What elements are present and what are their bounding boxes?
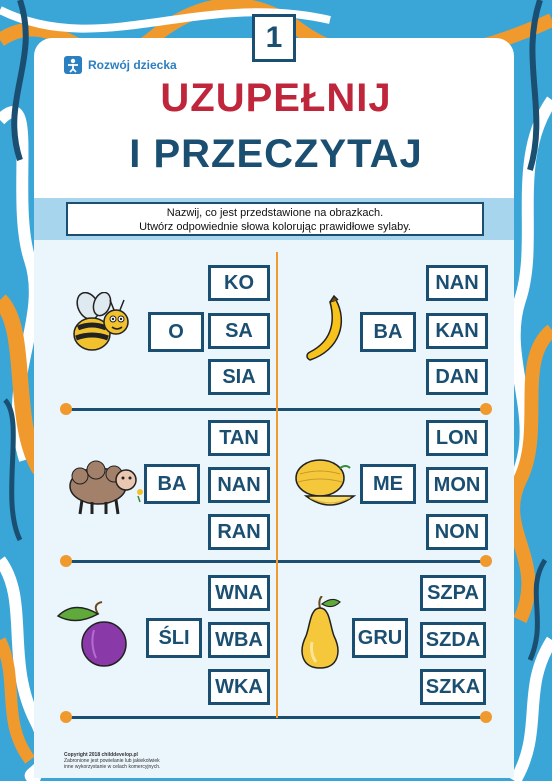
syllable-option[interactable]: SZPA	[420, 575, 486, 611]
start-syllable-box: BA	[360, 312, 416, 352]
syllable-option[interactable]: SZKA	[420, 669, 486, 705]
title-line-2: I PRZECZYTAJ	[129, 132, 423, 176]
divider-dot	[480, 711, 492, 723]
sheep-icon	[62, 452, 146, 518]
brand-logo-icon	[64, 56, 82, 74]
instruction-line-2: Utwórz odpowiednie słowa kolorując prawidłowe sylaby.	[139, 221, 411, 233]
title-line-1: UZUPEŁNIJ	[160, 76, 392, 120]
brand-name: Rozwój dziecka	[88, 58, 177, 72]
syllable-option[interactable]: NAN	[426, 265, 488, 301]
banana-icon	[296, 294, 352, 366]
start-syllable-box: O	[148, 312, 204, 352]
syllable-option[interactable]: WKA	[208, 669, 270, 705]
syllable-option[interactable]: KO	[208, 265, 270, 301]
footer-line-1: Copyright 2018 childdevelop.pl	[64, 752, 138, 758]
syllable-option[interactable]: NON	[426, 514, 488, 550]
start-syllable-box: GRU	[352, 618, 408, 658]
instruction-box	[66, 202, 484, 236]
syllable-option[interactable]: LON	[426, 420, 488, 456]
divider-dot	[60, 403, 72, 415]
divider-dot	[480, 403, 492, 415]
syllable-option[interactable]: SIA	[208, 359, 270, 395]
pear-icon	[294, 596, 344, 672]
instruction-line-1: Nazwij, co jest przedstawione na obrazkach.	[166, 207, 384, 219]
syllable-option[interactable]: SA	[208, 313, 270, 349]
brand	[64, 56, 177, 74]
divider-dot	[480, 555, 492, 567]
plum-icon	[54, 600, 134, 672]
divider-line	[276, 252, 278, 718]
syllable-option[interactable]: WBA	[208, 622, 270, 658]
syllable-option[interactable]: TAN	[208, 420, 270, 456]
syllable-option[interactable]: SZDA	[420, 622, 486, 658]
footer-line-3: inne wykorzystanie w celach komercyjnych.	[64, 764, 161, 770]
page-number: 1	[252, 14, 296, 62]
divider-dot	[60, 555, 72, 567]
syllable-option[interactable]: WNA	[208, 575, 270, 611]
divider-dot	[60, 711, 72, 723]
start-syllable-box: ME	[360, 464, 416, 504]
melon-icon	[290, 454, 360, 514]
syllable-option[interactable]: RAN	[208, 514, 270, 550]
start-syllable-box: ŚLI	[146, 618, 202, 658]
syllable-option[interactable]: KAN	[426, 313, 488, 349]
syllable-option[interactable]: MON	[426, 467, 488, 503]
syllable-option[interactable]: NAN	[208, 467, 270, 503]
footer-line-2: Zabronione jest powielanie lub jakiekolwiek	[64, 758, 160, 764]
syllable-option[interactable]: DAN	[426, 359, 488, 395]
start-syllable-box: BA	[144, 464, 200, 504]
bee-icon	[66, 292, 136, 362]
copyright-footer	[64, 752, 160, 770]
